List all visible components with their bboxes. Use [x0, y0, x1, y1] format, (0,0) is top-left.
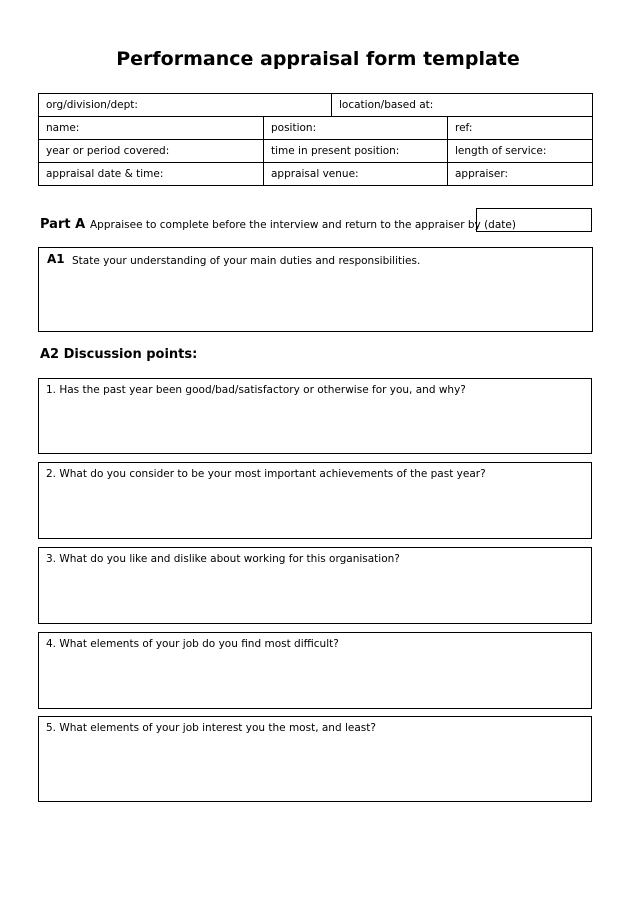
appraisal-venue-label: appraisal venue:	[271, 168, 359, 180]
appraiser-field[interactable]	[447, 162, 593, 186]
time-in-position-label: time in present position:	[271, 145, 400, 157]
a1-question: State your understanding of your main duties and responsibilities.	[72, 255, 421, 267]
question-2-box[interactable]	[38, 462, 592, 539]
time-in-position-field[interactable]	[263, 139, 448, 163]
length-of-service-field[interactable]	[447, 139, 593, 163]
org-label: org/division/dept:	[46, 99, 138, 111]
question-5-box[interactable]	[38, 716, 592, 802]
position-field[interactable]	[263, 116, 448, 140]
period-label: year or period covered:	[46, 145, 170, 157]
question-5-text: 5. What elements of your job interest you the most, and least?	[46, 722, 376, 734]
appraisal-date-label: appraisal date & time:	[46, 168, 164, 180]
part-a-instruction: Appraisee to complete before the interview and return to the appraiser by (date)	[90, 219, 516, 231]
name-field[interactable]	[38, 116, 264, 140]
org-field[interactable]	[38, 93, 332, 117]
question-3-text: 3. What do you like and dislike about working for this organisation?	[46, 553, 400, 565]
a1-answer-box[interactable]	[38, 247, 593, 332]
part-a-label: Part A	[40, 217, 86, 232]
ref-field[interactable]	[447, 116, 593, 140]
a1-label: A1	[47, 252, 65, 266]
appraisal-venue-field[interactable]	[263, 162, 448, 186]
location-label: location/based at:	[339, 99, 434, 111]
period-field[interactable]	[38, 139, 264, 163]
question-4-box[interactable]	[38, 632, 592, 709]
return-date-field[interactable]	[476, 208, 592, 232]
question-2-text: 2. What do you consider to be your most important achievements of the past year?	[46, 468, 486, 480]
ref-label: ref:	[455, 122, 473, 134]
a2-heading: A2 Discussion points:	[40, 347, 198, 362]
appraiser-label: appraiser:	[455, 168, 509, 180]
question-1-box[interactable]	[38, 378, 592, 454]
length-of-service-label: length of service:	[455, 145, 547, 157]
position-label: position:	[271, 122, 317, 134]
question-3-box[interactable]	[38, 547, 592, 624]
name-label: name:	[46, 122, 80, 134]
question-4-text: 4. What elements of your job do you find most difficult?	[46, 638, 339, 650]
location-field[interactable]	[331, 93, 593, 117]
appraisal-date-field[interactable]	[38, 162, 264, 186]
page-title: Performance appraisal form template	[116, 48, 520, 70]
question-1-text: 1. Has the past year been good/bad/satisfactory or otherwise for you, and why?	[46, 384, 466, 396]
